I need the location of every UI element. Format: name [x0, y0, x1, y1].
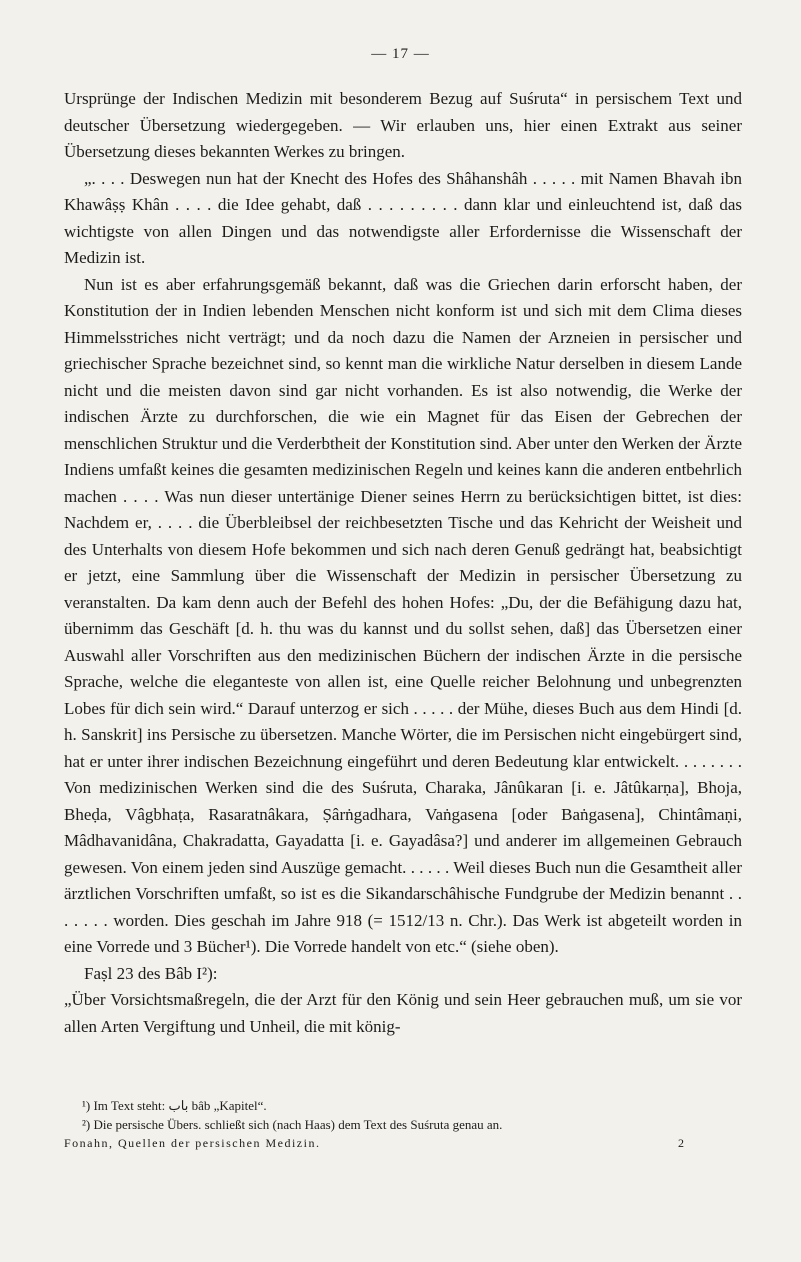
paragraph-4: Faṣl 23 des Bâb I²): [84, 963, 218, 983]
paragraph-3: Nun ist es aber erfahrungsgemäß bekannt, daß was die Griechen darin erforscht haben, der Konstitution der in Indien lebenden Menschen nicht konform ist und sich mit dem Clima dieses Himmelsstriches nicht verträgt; und da noch dazu die Namen der Arzneien in persischer und griechischer Sprache bezeichnet sind, so kennt man die wirkliche Natur derselben in diesem Lande nicht und die meisten davon sind gar nicht vorhanden. Es ist also notwendig, die Werke der indischen Ärzte zu durchforschen, die wie ein Magnet für das Eisen der Gebrechen der menschlichen Struktur und die Verderbtheit der Konstitution sind. Aber unter den Werken der Ärzte Indiens umfaßt keines die gesamten medizinischen Regeln und keines kann die anderen entbehrlich machen . . . . Was nun dieser untertänige Diener seines Herrn zu berücksichtigen bittet, ist dies: Nachdem er, . . . . die Überbleibsel der reichbesetzten Tische und das Kehricht der Weisheit und des Unterhalts von diesem Hofe bekommen und sich nach deren Genuß gedrängt hat, beabsichtigt er jetzt, eine Sammlung über die Wissenschaft der Medizin in persischer Übersetzung zu veranstalten. Da kam denn auch der Befehl des hohen Hofes: „Du, der die Befähigung dazu hat, übernimm das Geschäft [d. h. thu was du kannst und du sollst sehen, daß] das Übersetzen einer Auswahl aller Vorschriften aus den medizinischen Büchern der indischen Ärzte in die persische Sprache, welche die eleganteste von allen ist, eine Quelle reicher Belohnung und unbegrenzten Lobes für dich sein wird.“ Darauf unterzog er sich . . . . . der Mühe, dieses Buch aus dem Hindi [d. h. Sanskrit] ins Persische zu übersetzen. Manche Wörter, die im Persischen nicht eingebürgert sind, hat er unter ihrer indischen Bezeichnung eingeführt und deren Bedeutung klar entwickelt. . . . . . . . Von medizinischen Werken sind die des Suśruta, Charaka, Jânûkaran [i. e. Jâtûkarṇa], Bhoja, Bheḍa, Vâgbhaṭa, Rasaratnâkara, Ṣârṅgadhara, Vaṅgasena [oder Baṅgasena], Chintâmaṇi, Mâdhavanidâna, Chakradatta, Gayadatta [i. e. Gayadâsa?] und anderer im allgemeinen Gebrauch gewesen. Von einem jeden sind Auszüge gemacht. . . . . . Weil dieses Buch nun die Gesamtheit aller ärztlichen Vorschriften umfaßt, so ist es die Sikandarschâhische Fundgrube der Medizin benannt . . . . . . . worden. Dies geschah im Jahre 918 (= 1512/13 n. Chr.). Das Werk ist abgeteilt worden in eine Vorrede und 3 Bücher¹). Die Vorrede handelt von etc.“ (siehe oben). [64, 274, 742, 956]
main-text [64, 86, 742, 1040]
footnote-1: ¹) Im Text steht: باب bâb „Kapitel“. [82, 1098, 267, 1113]
page-footer [64, 1136, 742, 1151]
footnote-2: ²) Die persische Übers. schließt sich (nach Haas) dem Text des Suśruta genau an. [82, 1117, 503, 1132]
footnotes [64, 1096, 742, 1134]
paragraph-5: „Über Vorsichtsmaßregeln, die der Arzt für den König und sein Heer gebrauchen muß, um sie vor allen Arten Vergiftung und Unheil, die mit könig- [64, 990, 742, 1036]
paragraph-2: „. . . . Deswegen nun hat der Knecht des Hofes des Shâhanshâh . . . . . mit Namen Bhavah ibn Khawâṣṣ Khân . . . . die Idee gehabt, daß . . . . . . . . . dann klar und einleuchtend ist, daß das wichtigste von allen Dingen und das notwendigste aller Erfordernisse die Wissenschaft der Medizin ist. [64, 168, 742, 267]
paragraph-1: Ursprünge der Indischen Medizin mit besonderem Bezug auf Suśruta“ in persischem Text und deutscher Übersetzung wiedergegeben. — Wir erlauben uns, hier einen Extrakt aus seiner Übersetzung dieses bekannten Werkes zu bringen. [64, 89, 742, 161]
footer-signature: 2 [678, 1136, 684, 1150]
running-header: — 17 — [371, 46, 430, 62]
footer-author: Fonahn, Quellen der persischen Medizin. [64, 1136, 321, 1150]
